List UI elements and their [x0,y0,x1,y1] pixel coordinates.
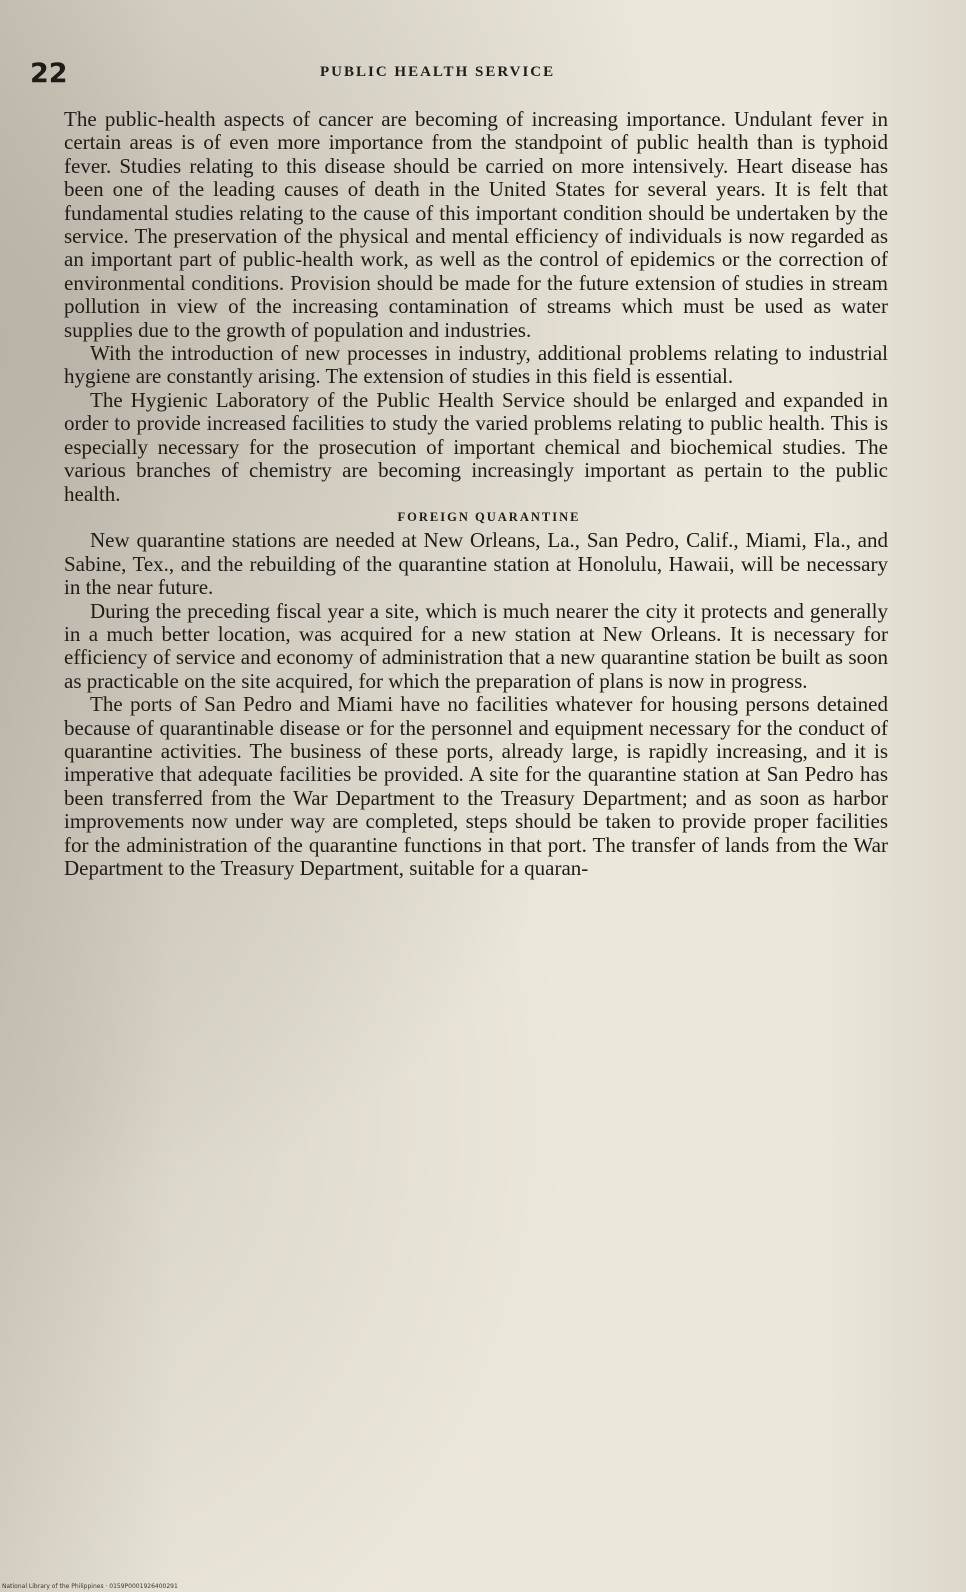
body-text [64,108,888,880]
running-head: PUBLIC HEALTH SERVICE [320,64,556,80]
page-number: 22 [30,58,68,89]
scan-footer-stamp: National Library of the Philippines · 0159P0001926400291 [2,1583,178,1590]
paragraph: During the preceding fiscal year a site, which is much nearer the city it protects and generally in a much better location, was acquired for a new station at New Orleans. It is necessary for efficiency of service and economy of administration that a new quarantine station be built as soon as practicable on the site acquired, for which the preparation of plans is now in progress. [64,598,888,693]
paragraph: The Hygienic Laboratory of the Public Health Service should be enlarged and expanded in order to provide increased facilities to study the varied problems relating to public health. This is especially necessary for the prosecution of important chemical and biochemical studies. The various branches of chemistry are becoming increasingly important as pertain to the public health. [64,387,888,506]
paragraph: With the introduction of new processes in industry, additional problems relating to industrial hygiene are constantly arising. The extension of studies in this field is essential. [64,341,888,389]
paragraph: New quarantine stations are needed at New Orleans, La., San Pedro, Calif., Miami, Fla., and Sabine, Tex., and the rebuilding of the quarantine station at Honolulu, Hawaii, will be necessary in the near future. [64,528,888,600]
paragraph: The ports of San Pedro and Miami have no facilities whatever for housing persons detained because of quarantinable disease or for the personnel and equipment necessary for the conduct of quarantine activities. The business of these ports, already large, is rapidly increasing, and it is imperative that adequate facilities be provided. A site for the quarantine station at San Pedro has been transferred from the War Department to the Treasury Department; and as soon as harbor improvements now under way are completed, steps should be taken to provide proper facilities for the administration of the quarantine functions in that port. The transfer of lands from the War Department to the Treasury Department, suitable for a quaran- [64,692,888,880]
page-header [30,58,890,98]
paragraph: The public-health aspects of cancer are becoming of increasing importance. Undulant fever in certain areas is of even more importance from the standpoint of public health than is typhoid fever. Studies relating to this disease should be carried on more intensively. Heart disease has been one of the leading causes of death in the United States for several years. It is felt that fundamental studies relating to the cause of this important condition should be undertaken by the service. The preservation of the physical and mental efficiency of individuals is now regarded as an important part of public-health work, as well as the control of epidemics or the correction of environmental conditions. Provision should be made for the future extension of studies in stream pollution in view of the increasing contamination of streams which must be used as water supplies due to the growth of population and industries. [64,107,888,342]
section-heading: FOREIGN QUARANTINE [397,509,581,524]
